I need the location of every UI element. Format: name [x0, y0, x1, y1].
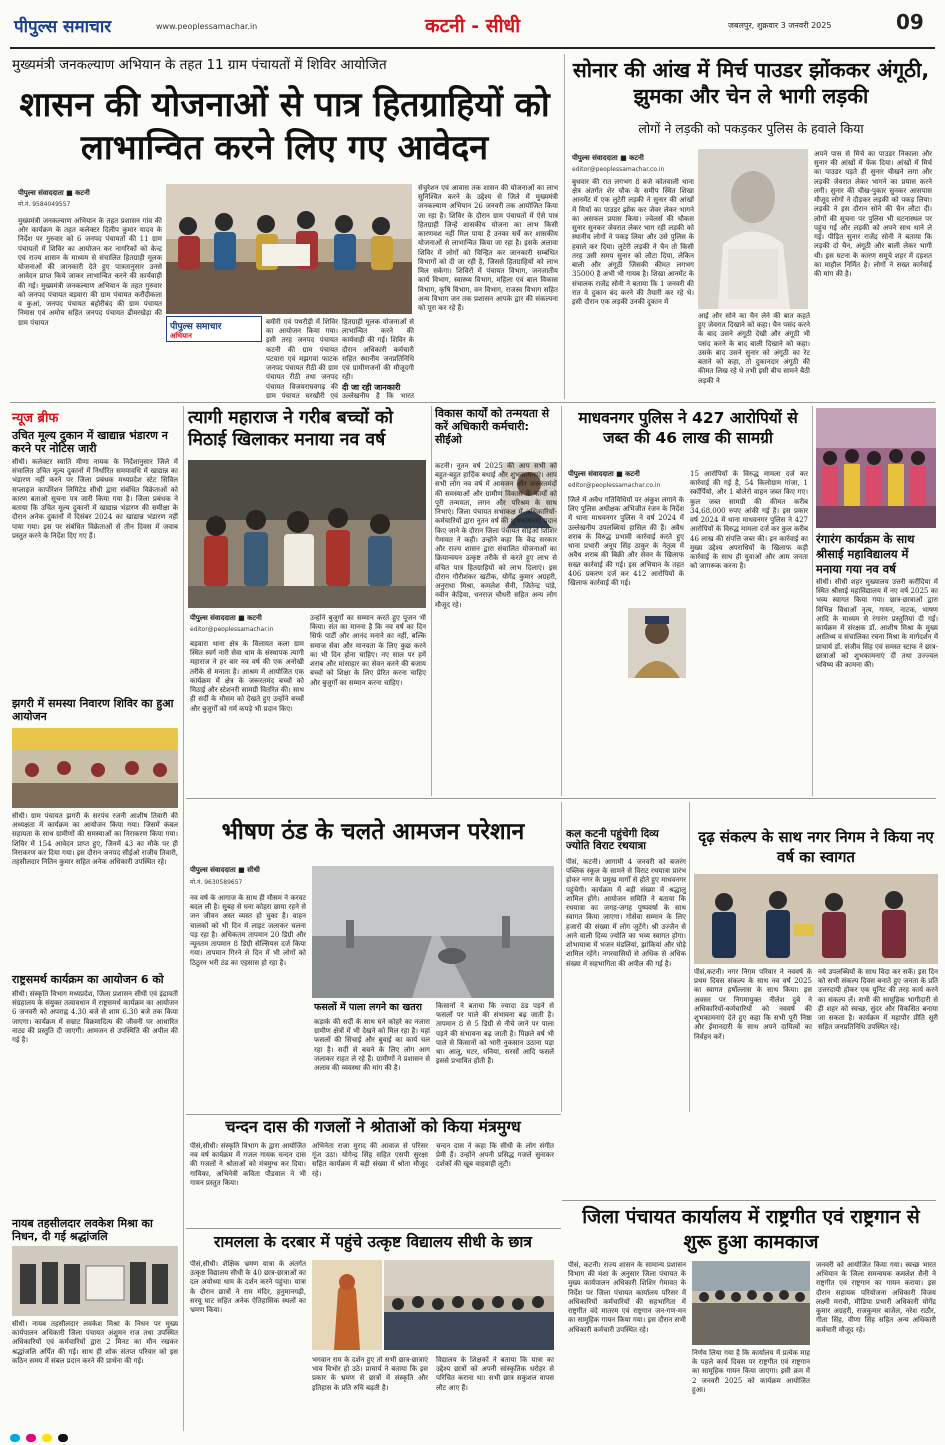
story-4 [435, 406, 557, 796]
story-body-col2: 15 आरोपियों के विरुद्ध मामला दर्ज कर कार्रवाई की गई है, 54 किलोग्राम गांजा, 1 स्कॉर्पियो, और 1 बोलेरो वाहन जब्त किए गए। कुल जब्त सामग्री की कीमत करीब 34,68,000 रुपए आंकी गई है। इस प्रकार वर्ष 2024 में थाना माधवनगर पुलिस ने 427 आरोपियों के विरुद्ध मामला दर्ज कर कुल करीब 46 लाख की संपत्ति जब्त की। इन कार्रवाई का मुख्य उद्देश्य अपराधियों के खिलाफ कड़ी कार्रवाई के साथ ही युवाओं और आम जनता को जागरूक करना है। [690, 470, 808, 571]
story-photo [188, 460, 426, 608]
divider-mid-3 [812, 406, 813, 796]
divider-top-middle [564, 54, 565, 399]
story-email: editor@peoplessamachar.in [190, 626, 274, 633]
divider-left [183, 406, 184, 1431]
story-headline: रंगारंग कार्यक्रम के साथ श्रीसाई महाविद्यालय में मनाया गया नव वर्ष [816, 532, 915, 576]
photo-officials-meeting [166, 184, 412, 314]
story-headline: जिला पंचायत कार्यालय में राष्ट्रगीत एवं राष्ट्रगान से शुरू हुआ कामकाज [582, 1206, 920, 1253]
story-body-col1: पीसं,सीधी। शैक्षिक भ्रमण यात्रा के अंतर्गत उत्कृष्ट विद्यालय सीधी के 40 छात्र-छात्राओं का दल अयोध्या धाम के दर्शन करने पहुंचा। यात्रा के दौरान छात्रों ने राम मंदिर, हनुमानगढ़ी, सरयू घाट सहित अनेक ऐतिहासिक स्थलों का भ्रमण किया। [190, 1260, 306, 1315]
story-photo [692, 1261, 810, 1345]
story-2 [568, 54, 936, 399]
badge-title: पीपुल्स समाचार [170, 322, 222, 332]
story-body-col4: सेचुरेशन एवं आवास तक शासन की योजनाओं का लाभ सुनिश्चित करने के उद्देश्य से जिले में मुख्यमंत्री जनकल्याण अभियान 26 जनवरी तक आयोजित किया जा रहा है। शिविर के दौरान ग्राम पंचायतों में ऐसे पात्र हितग्राही जिन्हें शासकीय योजना का लाभ किसी कारणवश नहीं मिल पाया है उनका सर्वे कर शासकीय योजनाओं से लाभान्वित किया जा रहा है। इसके अलावा शिविर में लोगों को चिन्हित कर जानकारी सम्बंधित विभागों को दी जा रही है, जिससे हितग्राहियों को लाभ मिल सकेगा। शिविरों में पंचायत विभाग, जनजातीय कार्य विभाग, स्वास्थ्य विभाग, महिला एवं बाल विकास विभाग, कृषि विभाग, वन विभाग, राजस्व विभाग सहित अन्य विभाग जन तक प्रशासन आपके द्वार की संकल्पना को पूरा कर रहे हैं। [418, 184, 558, 313]
story-headline: कल कटनी पहुंचेगी दिव्य ज्योति विराट रथयात्रा [566, 828, 659, 853]
divider-row1 [10, 402, 935, 403]
photo-new-year-welcome [694, 874, 938, 964]
story-body-col2: बमीरी एवं पथरौड़ी में शिविर का आयोजन किया गया। इसी तरह जनपद पंचायत कटनी की ग्राम पंचायत पटवारा एवं मझगवां फाटक जनपद पंचायत रीठी की ग्राम पंचायत रीठी तथा जनपद पंचायत विजयराघवगढ़ की ग्राम पंचायत चरखौरी एवं [266, 318, 338, 400]
story-photo-2 [384, 1260, 554, 1350]
story-byline: पीपुल्स संवाददाता ■ कटनी [190, 614, 262, 622]
story-body-col2: निर्णय लिया गया है कि कार्यालय में प्रत्येक माह के पहले कार्य दिवस पर राष्ट्रगीत एवं राष्ट्रगान का सामूहिक गायन किया जाएगा। इसी क्रम में 2 जनवरी 2025 को कार्यक्रम आयोजित हुआ। [692, 1349, 810, 1394]
story-photo [694, 874, 938, 964]
story-1 [12, 54, 562, 404]
story-photo [816, 408, 936, 528]
masthead [0, 0, 945, 50]
badge-sub: अभियान [170, 332, 192, 340]
divider-row3 [186, 1114, 561, 1115]
story-headline: त्यागी महाराज ने गरीब बच्चों को मिठाई खिलाकर मनाया नव वर्ष [188, 408, 394, 450]
story-body: पीसं, कटनी। आगामी 4 जनवरी को बजरंग पब्लिक स्कूल के सामने से विराट रथयात्रा प्रारंभ होकर नगर के प्रमुख मार्गों से होते हुए माधवनगर पहुंचेगी। कार्यक्रम में बड़ी संख्या में श्रद्धालु शामिल होंगे। आयोजन समिति ने बताया कि रथयात्रा का जगह-जगह पुष्पवर्षा के साथ स्वागत किया जाएगा। गोसेवा सम्मान के लिए हजारों की संख्या में लोग जुटेंगे। श्री उज्जैन से आने वाली दिव्य ज्योति का भव्य स्वागत होगा। शोभायात्रा में भजन मंडलियां, झांकियां और घोड़े शामिल रहेंगे। नगरवासियों से अधिक से अधिक संख्या में सहभागिता की अपील की गई है। [566, 858, 686, 968]
divider-row3-right [562, 1200, 936, 1201]
story-body-col2: नये उपलब्धियों के साथ विदा कर सकें। इस दिन को सभी संकल्प दिवस बनाते हुए जनता के प्रति उत्तरदायी होकर एक यूनिट की तरह कार्य करने का संकल्प लें। सभी की सामूहिक भागीदारी से ही शहर को स्वच्छ, सुंदर और विकसित बनाया जा सकता है। कार्यक्रम में महापौर प्रीति सूरी सहित जनप्रतिनिधि उपस्थित रहे। [818, 968, 938, 1032]
brief-headline-1: उचित मूल्य दुकान में खाद्यान्न भंडारण न करने पर नोटिस जारी [12, 429, 168, 455]
story-headline: माधवनगर पुलिस ने 427 आरोपियों से जब्त की 46 लाख की सामग्री [578, 409, 798, 448]
photo-national-anthem [692, 1261, 810, 1345]
story-photo [628, 608, 686, 678]
divider-row4 [186, 1228, 561, 1229]
photo-police-officer [628, 608, 686, 678]
story-byline: पीपुल्स संवाददाता ■ सीधी [190, 866, 260, 874]
masthead-rule [10, 47, 935, 49]
story-body-col1: मुख्यमंत्री जनकल्याण अभियान के तहत प्रशासन गांव की ओर कार्यक्रम के तहत कलेक्टर दिलीप कुमार यादव के निर्देश पर गुरुवार को 6 जनपद पंचायतों की 11 ग्राम पंचायतों में शिविर का आयोजन कर नागरिकों को केन्द्र एवं राज्य शासन के माध्यम से संचालित हितग्राही मूलक योजनाओं की जानकारी देते हुए पात्रतानुसार उनसे आवेदन प्राप्त किये जाकर लाभान्वित करने की कार्यवाही की गई। मुख्यमंत्री जनकल्याण अभियान के तहत गुरुवार को जनपद पंचायत बड़वारा की ग्राम पंचायत करौंदीकला व कुआं, जनपद पंचायत बहोरीबंद की ग्राम पंचायत निमास एवं अमोच सहित जनपद पंचायत ढीमरखेड़ा की ग्राम पंचायत [18, 217, 162, 327]
story-photo [166, 184, 412, 314]
photo-accused-girl [698, 149, 808, 309]
story-11 [188, 1230, 558, 1435]
story-body-col3b: उल्लेखनीय है कि भारत [342, 392, 414, 400]
story-body-col1: बुधवार की रात लगभग 8 बजे कोतवाली थाना क्षेत्र अंतर्गत शेर चौक के समीप स्थित शिखा आनमेंट में एक लुटेरी लड़की ने सुनार की आंखों में मिर्चा का पाउडर झोंक कर जेवर लेकर भागने का असफल प्रयास किया। ज्वेलर्स की चौकस सुनार सुनकर जेवरात लेकर भाग रही लड़की को स्थानीय लोगों ने पकड़ लिया और उसे पुलिस के हवाले कर दिया। लुटेरी लड़की ने चैन तो किसी तरह उसी समय सुनार को लौटा दिया, लेकिन बाली और अंगूठी जिसकी कीमत लगभग 35000 है अभी भी गायब है। शिखा आनमेंट के संचालक राजेंद्र सोनी ने बताया कि 1 जनवरी की रात वे दुकान बंद करने की तैयारी कर रहे थे। इसी दौरान एक लड़की उनकी दुकान में [572, 178, 694, 307]
story-photo-1 [312, 1260, 382, 1350]
story-subhead: लोगों ने लड़की को पकड़कर पुलिस के हवाले किया [638, 121, 864, 136]
masthead-dateline: जबलपुर, शुक्रवार 3 जनवरी 2025 [728, 21, 832, 30]
story-body-col2: अभिनेता राजा मुराद की आवाज से परिसर गूंज उठा। योगेन्द्र सिंह सहित एसपी सुरक्षा सहित कार्यक्रम में बड़ी संख्या में श्रोता मौजूद रहे। [312, 1142, 428, 1178]
photo-college-celebration [816, 408, 936, 528]
brief-text-1: सीधी। कलेक्टर स्वाति मीणा नायक के निर्देशानुसार जिले में संचालित उचित मूल्य दुकानों में निर्धारित समयावधि में खाद्यान्न का भंडारण नहीं करने पर जिला प्रबंधक मध्यप्रदेश स्टेट सिविल सप्लाइज कार्पोरेशन लिमिटेड सीधी द्वारा संबंधित विक्रेताओं को कारण बताओ सूचना पत्र जारी किया गया है। जिला प्रबंधक ने बताया कि उचित मूल्य दुकानों में खाद्यान्न भंडारण की समीक्षा के दौरान अनेक दुकानों में दिसंबर 2024 का खाद्यान्न भंडारण नहीं पाया गया। इस पर संबंधित विक्रेताओं से तीन दिवस में जवाब प्रस्तुत करने के निर्देश दिए गए हैं। [12, 458, 178, 540]
story-body-col1: पीसं,कटनी। नगर निगम परिवार ने नववर्ष के प्रथम दिवस संकल्प के साथ नव वर्ष 2025 का स्वागत हर्षोल्लास के साथ किया। इस अवसर पर निगमायुक्त नीलेश दुबे ने अधिकारियों-कर्मचारियों को नववर्ष की शुभकामनाएं देते हुए कहा कि सभी पूरी निष्ठा और ईमानदारी के साथ अपने दायित्वों का निर्वहन करें। [694, 968, 812, 1041]
story-email: editor@peoplessamachar.co.in [572, 166, 665, 173]
story-6 [816, 406, 938, 796]
story-byline-mobile: मो.नं. 9630589657 [190, 879, 243, 886]
masthead-logo: पीपुल्स समाचार [14, 17, 112, 37]
story-byline: पीपुल्स संवाददाता ■ कटनी [18, 189, 90, 197]
masthead-website: www.peoplessamachar.in [156, 22, 258, 31]
photo-foggy-road [312, 866, 554, 998]
story-byline: पीपुल्स संवाददाता ■ कटनी [572, 154, 644, 162]
story-headline: सोनार की आंख में मिर्च पाउडर झोंककर अंगूठी, झुमका और चेन ले भागी लड़की [572, 58, 930, 108]
photo-students-group [384, 1260, 554, 1350]
section-sep: - [471, 15, 480, 37]
divider-mid-1 [431, 406, 432, 796]
brief-photo-1 [12, 728, 178, 808]
brief-headline-3: राष्ट्रसमर्थ कार्यक्रम का आयोजन 6 को [12, 973, 164, 986]
story-body-col2: आई और सोने का चैन लेने की बात कहते हुए जेवरात दिखाने को कहा। चैन पसंद करने के बाद उसने अंगूठी देखी और अंगूठी भी पसंद करने के बाद बाली दिखाने को कहा। उसके बाद उसने सुनार को अंगूठी का रेट बताने को कहा, तो दुकानदार अंगूठी की कीमत लिख रहे थे तभी इसी बीच सामने बैठी लड़की ने [698, 312, 810, 385]
story-body-col1: पीसं,सीधी। संस्कृति विभाग के द्वारा आयोजित नव वर्ष कार्यक्रम में गजल गायक चन्दन दास की गजलों ने श्रोताओं को मंत्रमुग्ध कर दिया। गायिका, अभिनेत्री कविता पौडवाल ने भी गायन प्रस्तुत किया। [190, 1142, 306, 1187]
story-body-col3: चन्दन दास ने कहा कि सीधी के लोग संगीत प्रेमी हैं। उन्होंने अपनी प्रसिद्ध गजलें सुनाकर दर्शकों की खूब वाहवाही लूटी। [436, 1142, 554, 1169]
story-body-col1: पीसं, कटनी। राज्य शासन के सामान्य प्रशासन विभाग की मंशा के अनुसार जिला पंचायत के मुख्य कार्यपालन अधिकारी शिशिर गेमावत के निर्देश पर जिला पंचायत कार्यालय परिसर में अधिकारियों कर्मचारियों की सहभागिता में राष्ट्रगीत वंदे मातरम एवं राष्ट्रगान जन-गण-मन का सामूहिक गायन किया गया। इस दौरान सभी अधिकारी कर्मचारी उपस्थित रहे। [568, 1261, 686, 1334]
story-headline: विकास कार्यों को तन्मयता से करें अधिकारी कर्मचारी: सीईओ [435, 407, 550, 446]
story-photo [698, 149, 808, 309]
brief-text-3: सीधी। संस्कृति विभाग मध्यप्रदेश, जिला प्रशासन सीधी एवं इंद्रावती संग्रहालय के संयुक्त तत्वावधान में राष्ट्रसमर्थ कार्यक्रम का आयोजन 6 जनवरी को अपराह्न 4.30 बजे से शाम 6.30 बजे तक किया जाएगा। कार्यक्रम में सम्राट विक्रमादित्य की जीवनी पर आधारित नाट्य की प्रस्तुति दी जाएगी। आमजन से उपस्थिति की अपील की गई है। [12, 990, 178, 1045]
story-email: editor@peoplessamachar.co.in [568, 482, 661, 489]
brief-headline-2: झगरी में समस्या निवारण शिविर का हुआ आयोजन [12, 697, 174, 723]
story-subhead: दी जा रही जानकारी [342, 382, 401, 392]
story-body-col3 [342, 318, 414, 400]
reg-yellow [42, 1434, 52, 1442]
photo-tribute [12, 1246, 178, 1316]
story-body-col2: कड़ाके की सर्दी के साथ घने कोहरे का नजारा ग्रामीण क्षेत्रों में भी देखने को मिल रहा है। यहां फसलों की सिंचाई और बुवाई का कार्य चल रहा है। सर्दी से बचने के लिए लोग आग जलाकर राहत ले रहे हैं। ग्रामीणों ने प्रशासन से अलाव की व्यवस्था की मांग की है। [314, 1018, 430, 1073]
story-body-col3: विद्यालय के शिक्षकों ने बताया कि यात्रा का उद्देश्य छात्रों को अपनी सांस्कृतिक धरोहर से परिचित कराना था। सभी छात्र सकुशल वापस लौट आए हैं। [436, 1356, 554, 1392]
registration-bar [10, 1434, 935, 1442]
story-12 [566, 1203, 938, 1435]
story-8 [566, 802, 686, 1112]
brief-photo-2 [12, 1246, 178, 1316]
brief-headline-4: नायब तहसीलदार लवकेश मिश्रा का निधन, दी गई श्रद्धांजलि [12, 1217, 153, 1243]
story-body: कटनी। नूतन वर्ष 2025 की आप सभी को बहुत-बहुत हार्दिक बधाई और शुभकामनाएं। आप सभी लोग नव वर्ष में आमजन और जरूरतमंदों की समस्याओं और ग्रामीण विकास के कार्यों को पूरी तन्मयता, लगन और परिश्रम के साथ निभाएं। जिला पंचायत सभाकक्ष में अधिकारियों-कर्मचारियों द्वारा नूतन वर्ष की शुभकामनाएं प्रदान किए जाने के दौरान जिला पंचायत सीईओ शिशिर गेमावत ने कही। उन्होंने कहा कि केंद्र सरकार और राज्य शासन द्वारा संचालित योजनाओं का क्रियान्वयन उत्कृष्ट तरीके से करते हुए लाभ से वंचित पात्र हितग्राहियों को लाभ दिलाएं। इस दौरान गौरीशंकर खटीक, योगेंद्र कुमार अग्रहरी, अनुराधा मिश्रा, कमलेश सैनी, जितेन्द्र पांडे, नवीन केड़िया, धनराज चौधरी सहित अन्य लोग मौजूद रहे। [435, 462, 557, 609]
story-byline: पीपुल्स संवाददाता ■ कटनी [568, 470, 640, 478]
photo-children-sweets [188, 460, 426, 608]
divider-mid-2 [561, 406, 562, 796]
section-right: सीधी [485, 15, 521, 37]
page-number: 09 [896, 10, 924, 34]
story-body-col2: उन्होंने बुजुर्गों का सम्मान करते हुए पूजन भी किया। संत का मानना है कि नव वर्ष का दिन सिर्फ पार्टी और आनंद मनाने का नहीं, बल्कि समाज सेवा और मानवता के लिए कुछ करने का भी दिन होना चाहिए। नए साल पर हमें शराब और मांसाहार का सेवन करने की बजाय बच्चों को शिक्षा के लिए प्रेरित करना चाहिए और बुजुर्गों का सम्मान करना चाहिए। [310, 614, 426, 687]
story-headline: रामलला के दरबार में पहुंचे उत्कृष्ट विद्यालय सीधी के छात्र [214, 1233, 532, 1251]
story-5 [566, 406, 810, 796]
section-title [425, 12, 520, 38]
divider-row2 [186, 798, 936, 799]
divider-mid-4 [561, 802, 562, 1112]
story-body-col1: बड़वारा थाना क्षेत्र के विलायत कला ग्राम स्थित स्वर्ग नारी सेवा धाम के संस्थापक त्यागी महाराज ने हर बार नव वर्ष की एक अनोखी तरीके से मनाता है। आश्रम में आयोजित एक कार्यक्रम में क्षेत्र के जरूरतमंद बच्चों को मिठाई और स्टेशनरी सामग्री वितरित की। साथ ही सर्दी के मौसम को देखते हुए उन्होंने बच्चों और बुजुर्गों को गर्म कपड़े भी प्रदान किए। [190, 640, 304, 713]
story-body-col2: भगवान राम के दर्शन हुए तो सभी छात्र-छात्राएं भाव विभोर हो उठे। प्राचार्य ने बताया कि इस प्रकार के भ्रमण से छात्रों में संस्कृति और इतिहास के प्रति रुचि बढ़ती है। [312, 1356, 428, 1392]
story-headline: चन्दन दास की गजलों ने श्रोताओं को किया मंत्रमुग्ध [225, 1117, 521, 1136]
story-body-col1: नव वर्ष के आगाज के साथ ही मौसम ने करवट बदल ली है। सुबह से घना कोहरा छाया रहने से जन जीवन अस्त व्यस्त हो चुका है। वाहन चालकों को भी दिन में लाइट जलाकर चलना पड़ रहा है। अधिकतम तापमान 20 डिग्री और न्यूनतम तापमान 8 डिग्री सेल्सियस दर्ज किया गया। तापमान गिरने से दिन में भी लोगों को ठिठुरन भरी ठंड का एहसास हो रहा है। [190, 894, 306, 967]
story-body: सीधी। सीधी शहर मुख्यालय उत्तरी करौंदिया में स्थित श्रीसाई महाविद्यालय में नए वर्ष 2025 का भव्य स्वागत किया गया। छात्र-छात्राओं द्वारा विभिन्न विधाओं नृत्य, गायन, नाटक, भाषण आदि के माध्यम से रंगारंग प्रस्तुतियां दी गईं। कार्यक्रम में संरक्षक डॉ. आशीष मिश्रा के मुख्य आतिथ्य व संचालिका रचना मिश्रा के मार्गदर्शन में प्राचार्य डॉ. संजीव सिंह एवं समस्त स्टाफ ने छात्र-छात्राओं को शुभकामनाएं दीं तथा उज्ज्वल भविष्य की कामना की। [816, 578, 938, 670]
story-10 [188, 1116, 558, 1226]
section-left: कटनी [425, 15, 465, 37]
brief-label: न्यूज ब्रीफ [12, 411, 59, 426]
story-body-col3: जनवरी को आयोजित किया गया। स्वच्छ भारत अभियान के जिला समन्वयक कमलेश सैनी ने राष्ट्रगीत एवं राष्ट्रगान का गायन कराया। इस दौरान सहायक परियोजना अधिकारी विजय लक्ष्मी मरावी, मीडिया प्रभारी अधिकारी योगेंद्र कुमार अग्रहरी, राजकुमार बाजेल, नरेश राठौर, गीता सिंह, वीणा सिंह सहित अन्य अधिकारी कर्मचारी मौजूद रहे। [816, 1261, 936, 1334]
story-body-col3: अपने पास से मिर्च का पाउडर निकाला और सुनार की आंखों में फेंक दिया। आंखों में मिर्च का पाउडर पड़ते ही सुनार चीखने लगा और लड़की जेवरात लेकर भागने का प्रयास करने लगी। सुनार की चीख-पुकार सुनकर आसपास मौजूद लोगों ने दौड़कर लड़की को पकड़ लिया। लड़की ने इस दौरान सोने की चैन लौटा दी। लोगों की सूचना पर पुलिस भी घटनास्थल पर पहुंच गई और लड़की को अपने साथ थाने ले गई। पीड़ित सुनार राजेंद्र सोनी ने बताया कि लड़की दो चैन, अंगूठी और बाली लेकर भागी थी। इस घटना के कारण समूचे शहर में दहशत का माहौल निर्मित है। लोगों ने सख्त कार्रवाई की मांग की है। [814, 150, 932, 279]
story-headline: दृढ़ संकल्प के साथ नगर निगम ने किया नए वर्ष का स्वागत [698, 828, 934, 866]
divider-mid-5 [689, 802, 690, 1112]
story-body-col3a: हितग्राही मूलक योजनाओं से लाभान्वित करने की कार्यवाही की गई। शिविर के दौरान अधिकारी कर्मचारी सहित स्थानीय जनप्रतिनिधि एवं ग्रामीणजनों की मौजूदगी रही। [342, 318, 414, 382]
photo-camp-gathering [12, 728, 178, 808]
story-headline: शासन की योजनाओं से पात्र हितग्राहियों को लाभान्वित करने लिए गए आवेदन [19, 85, 550, 168]
reg-cyan [10, 1434, 20, 1442]
story-photo [312, 866, 554, 998]
brief-text-4: सीधी। नायब तहसीलदार लवकेश मिश्रा के निधन पर मुख्य कार्यपालन अधिकारी जिला पंचायत अंशुमन राज तथा उपस्थित अधिकारियों एवं कर्मचारियों द्वारा 2 मिनट का मौन रखकर श्रद्धांजलि अर्पित की गई। साथ ही शोक संतप्त परिवार को इस कठिन समय में संबल प्रदान करने की प्रार्थना की गई। [12, 1320, 178, 1365]
reg-black [58, 1434, 68, 1442]
story-body-col3: किसानों ने बताया कि ज्यादा ठंड पड़ने से फसलों पर पाले की संभावना बढ़ जाती है। तापमान 8 से 5 डिग्री से नीचे जाने पर पाला पड़ने की संभावना बढ़ जाती है। पिछले वर्ष भी पाले से किसानों को भारी नुकसान उठाना पड़ा था। आलू, मटर, धनिया, सरसों आदि फसलें इससे प्रभावित होती हैं। [436, 1002, 554, 1066]
story-7 [188, 802, 558, 1112]
campaign-badge [166, 316, 262, 342]
story-3 [188, 406, 428, 796]
story-9 [694, 802, 938, 1112]
story-body-col1: जिले में अवैध गतिविधियों पर अंकुश लगाने के लिए पुलिस अधीक्षक अभिजीत रंजन के निर्देश में थाना माधवनगर पुलिस ने वर्ष 2024 में उल्लेखनीय उपलब्धियां हासिल की हैं। अवैध शराब के विरुद्ध प्रभावी कार्रवाई करते हुए थाना प्रभारी अनूप सिंह ठाकुर के नेतृत्व में अवैध शराब की बिक्री और सेवन के खिलाफ सख्त कार्रवाई की गई। इस अभियान के तहत 406 प्रकरण दर्ज कर 412 आरोपियों के खिलाफ कार्रवाई की गई। [568, 496, 684, 588]
story-byline-mobile: मो.नं. 9584049557 [18, 201, 71, 208]
story-caption: फसलों में पाला लगने का खतरा [314, 1002, 422, 1013]
reg-magenta [26, 1434, 36, 1442]
news-brief [12, 406, 180, 1431]
brief-text-2: सीधी। ग्राम पंचायत झगरी के सरपंच रजनी आशीष तिवारी की अध्यक्षता में कार्यक्रम का आयोजन किया गया। जिसमें कंबल सहायता के साथ ग्रामीणों की समस्याओं का निराकरण किया गया। शिविर में 154 आवेदन प्राप्त हुए, जिनमें 43 का मौके पर ही निराकरण कर दिया गया। इस दौरान जनपद सीईओ राजीव तिवारी, तहसीलदार नितिन कुमार सहित अनेक अधिकारी उपस्थित रहे। [12, 812, 178, 867]
story-headline: भीषण ठंड के चलते आमजन परेशान [221, 819, 525, 845]
story-kicker: मुख्यमंत्री जनकल्याण अभियान के तहत 11 ग्राम पंचायतों में शिविर आयोजित [12, 57, 387, 73]
photo-hanuman-statue [312, 1260, 382, 1350]
